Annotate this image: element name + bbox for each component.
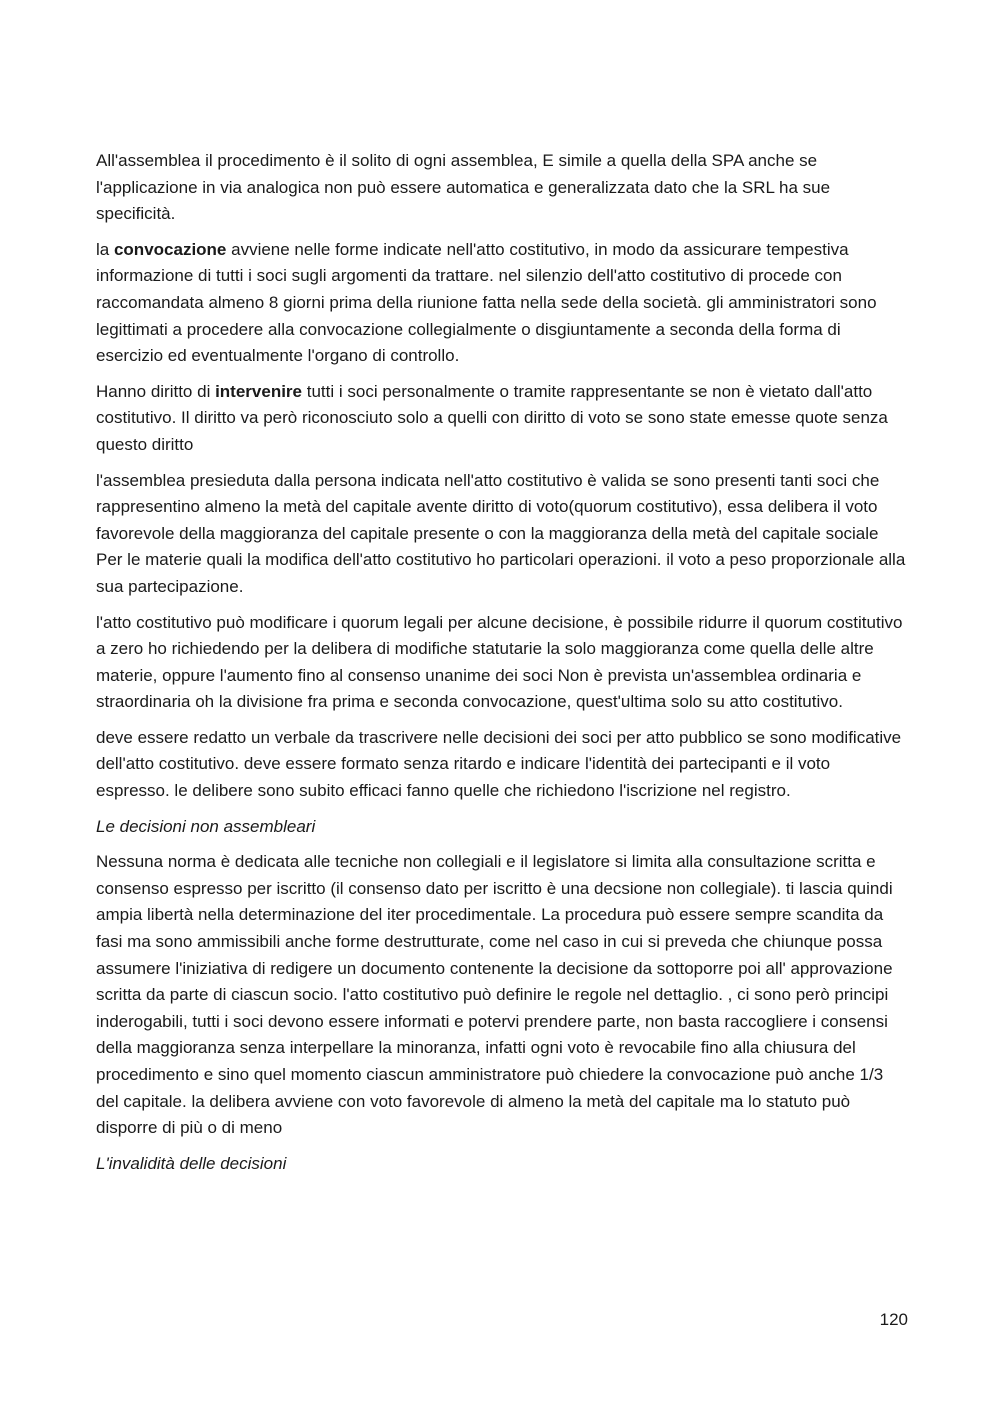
- paragraph-convocazione: [96, 237, 908, 370]
- document-body: [96, 148, 908, 1186]
- paragraph-quorum-costitutivo: l'assemblea presieduta dalla persona indicata nell'atto costitutivo è valida se sono presenti tanti soci che rappresentino almeno la metà del capitale avente diritto di voto(quorum costitutivo), essa delibera il voto favorevole della maggioranza del capitale presente o con la maggioranza della metà del capitale sociale Per le materie quali la modifica dell'atto costitutivo ho particolari operazioni. il voto a peso proporzionale alla sua partecipazione.: [96, 470, 906, 596]
- paragraph-tecniche-non-collegiali: Nessuna norma è dedicata alle tecniche non collegiali e il legislatore si limita alla consultazione scritta e consenso espresso per iscritto (il consenso dato per iscritto è una decsione non collegiale). ti lascia quindi ampia libertà nella determinazione del iter procedimentale. La procedura può essere sempre scandita da fasi ma sono ammissibili anche forme destrutturate, come nel caso in cui si preveda che chiunque possa assumere l'iniziativa di redigere un documento contenente la decisione da sottoporre poi all' approvazione scritta da parte di ciascun socio. l'atto costitutivo può definire le regole nel dettaglio. , ci sono però principi inderogabili, tutti i soci devono essere informati e potervi prendere parte, non basta raccogliere i consensi della maggioranza senza interpellare la minoranza, infatti ogni voto è revocabile fino alla chiusura del procedimento e sino quel momento ciascun amministratore può chiedere la convocazione può anche 1/3 del capitale. la delibera avviene con voto favorevole di almeno la metà del capitale ma lo statuto può disporre di più o di meno: [96, 852, 893, 1138]
- paragraph-text: tutti i soci personalmente o tramite rappresentante se non è vietato dall'atto costitutivo. Il diritto va però riconosciuto solo a quelli con diritto di voto se sono state emesse quote senza questo diritto: [96, 381, 888, 454]
- paragraph-quorum-legali: l'atto costitutivo può modificare i quorum legali per alcune decisione, è possibile ridurre il quorum costitutivo a zero ho richiedendo per la delibera di modifiche statutarie la solo maggioranza come quella delle altre materie, oppure l'aumento fino al consenso unanime dei soci Non è prevista un'assemblea ordinaria e straordinaria oh la divisione fra prima e seconda convocazione, quest'ultima solo su atto costitutivo.: [96, 612, 903, 712]
- paragraph-text: Hanno diritto di: [96, 381, 216, 401]
- paragraph-verbale: deve essere redatto un verbale da trascrivere nelle decisioni dei soci per atto pubblico se sono modificative dell'atto costitutivo. deve essere formato senza ritardo e indicare l'identità dei partecipanti e il voto espresso. le delibere sono subito efficaci fanno quelle che richiedono l'iscrizione nel registro.: [96, 727, 902, 801]
- paragraph-intervenire: [96, 379, 908, 459]
- section-heading-invalidita-decisioni: L'invalidità delle decisioni: [96, 1153, 287, 1173]
- paragraph-assemblea-procedimento: All'assemblea il procedimento è il solito di ogni assemblea, E simile a quella della SPA anche se l'applicazione in via analogica non può essere automatica e generalizzata dato che la SRL ha sue specificità.: [96, 151, 831, 224]
- section-heading-decisioni-non-assembleari: Le decisioni non assembleari: [96, 816, 316, 836]
- bold-term-convocazione: convocazione: [113, 239, 227, 259]
- bold-term-intervenire: intervenire: [215, 381, 303, 401]
- paragraph-text: avviene nelle forme indicate nell'atto costitutivo, in modo da assicurare tempestiva informazione di tutti i soci sugli argomenti da trattare. nel silenzio dell'atto costitutivo di procede con raccomandata almeno 8 giorni prima della riunione fatta nella sede della società. gli amministratori sono legittimati a procedere alla convocazione collegialmente o disgiuntamente a seconda della forma di esercizio ed eventualmente l'organo di controllo.: [96, 239, 877, 366]
- paragraph-text: la: [96, 239, 114, 259]
- page-number: 120: [879, 1310, 908, 1329]
